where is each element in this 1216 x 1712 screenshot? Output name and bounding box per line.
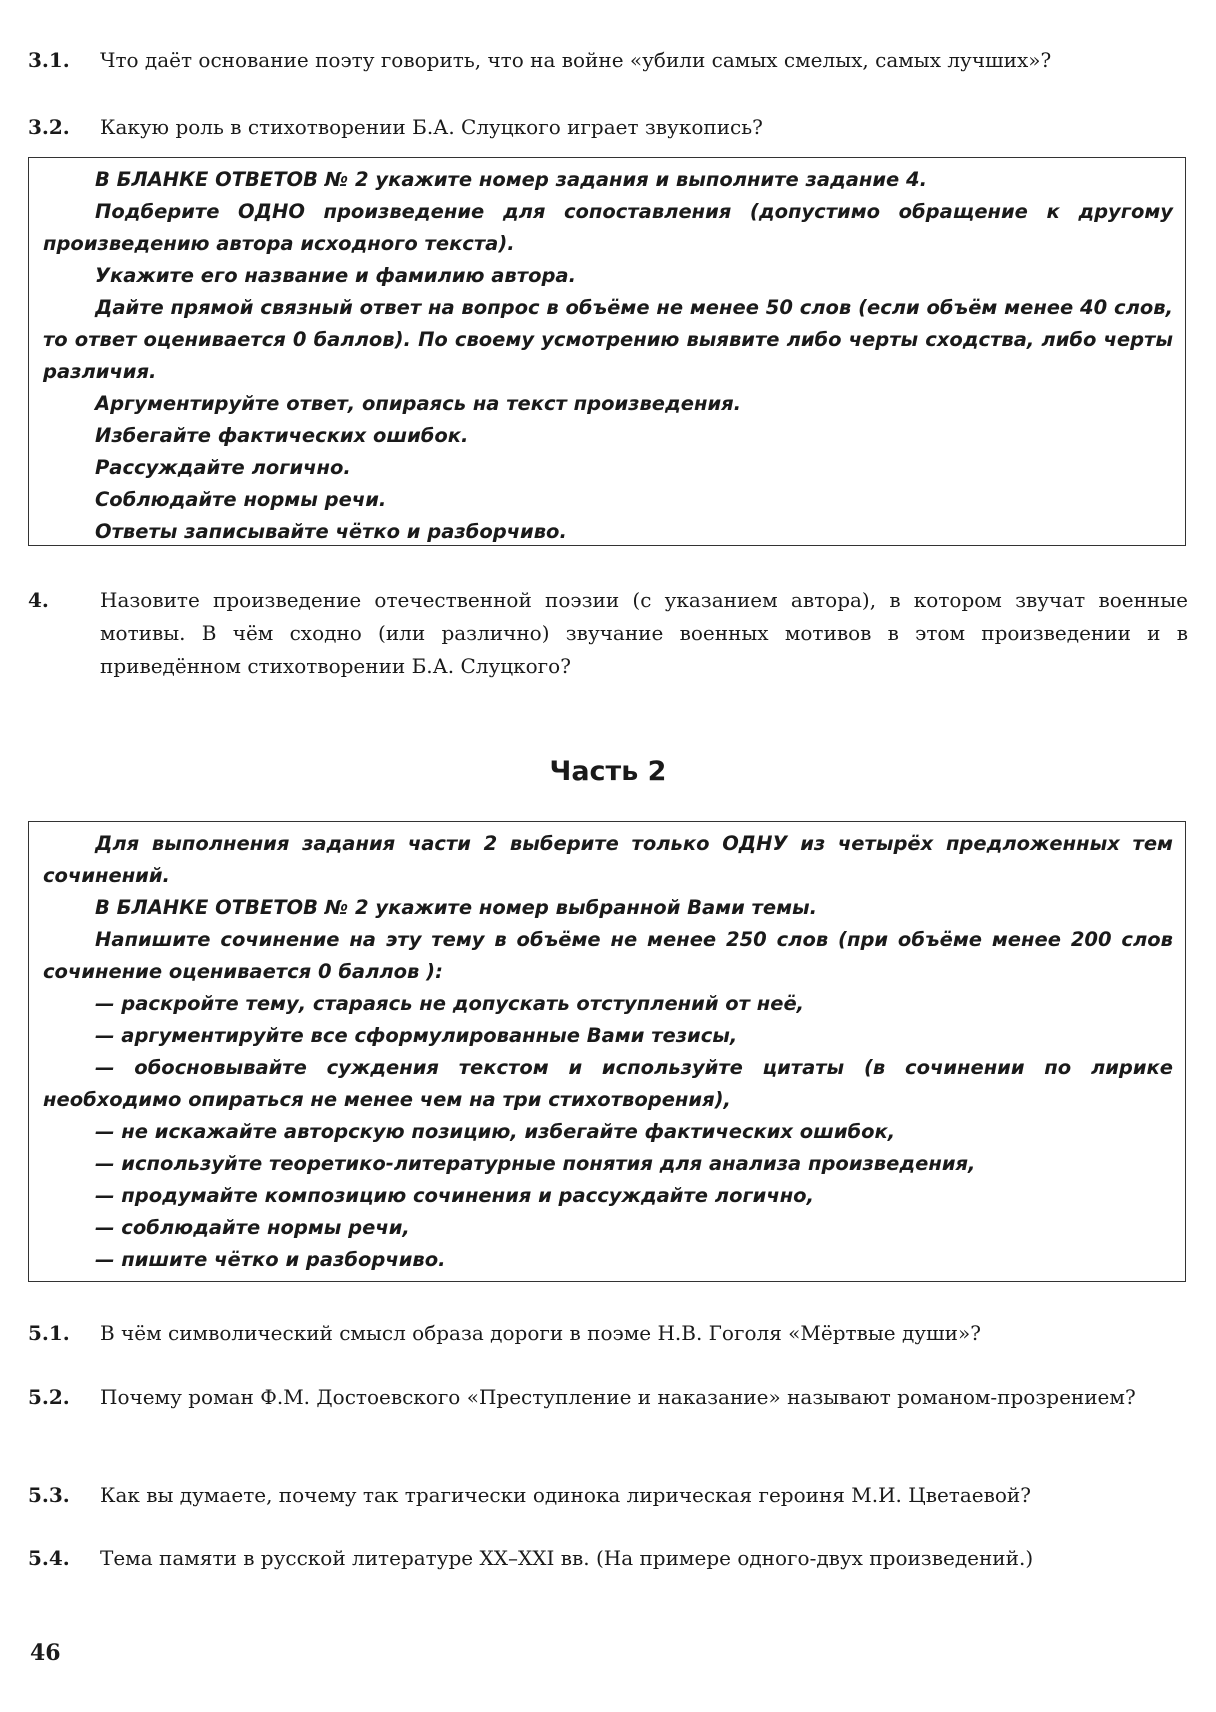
page-number: 46 [30, 1640, 61, 1666]
question-text: Тема памяти в русской литературе XX–XXI вв. (На примере одного-двух произведений.) [100, 1546, 1034, 1570]
question-5-4 [28, 1542, 1188, 1575]
question-text: Какую роль в стихотворении Б.А. Слуцкого играет звукопись? [100, 115, 763, 139]
question-number: 3.1. [28, 48, 70, 72]
instruction-line: Ответы записывайте чётко и разборчиво. [95, 520, 567, 543]
question-text: Назовите произведение отечественной поэзии (с указанием автора), в котором звучат военные мотивы. В чём сходно (или различно) звучание военных мотивов в этом произведении и в приведённом стихотворении Б.А. Слуцкого? [100, 588, 1188, 678]
question-number: 4. [28, 588, 49, 612]
question-number: 5.3. [28, 1483, 70, 1507]
instruction-line: — аргументируйте все сформулированные Вами тезисы, [95, 1024, 738, 1047]
question-text: Почему роман Ф.М. Достоевского «Преступление и наказание» называют романом-прозрением? [100, 1385, 1136, 1409]
instruction-line: — пишите чётко и разборчиво. [95, 1248, 446, 1271]
question-5-1 [28, 1317, 1188, 1350]
question-3-1 [28, 44, 1188, 77]
instruction-line: Подберите ОДНО произведение для сопоставления (допустимо обращение к другому произведению автора исходного текста). [43, 200, 1173, 255]
question-text: В чём символический смысл образа дороги в поэме Н.В. Гоголя «Мёртвые души»? [100, 1321, 981, 1345]
question-3-2 [28, 111, 1188, 144]
instruction-line: Дайте прямой связный ответ на вопрос в объёме не менее 50 слов (если объём менее 40 слов, то ответ оценивается 0 баллов). По своему усмотрению выявите либо черты сходства, либо черты различия. [43, 296, 1173, 383]
instruction-line: Для выполнения задания части 2 выберите только ОДНУ из четырёх предложенных тем сочинений. [43, 832, 1173, 887]
instruction-line: Избегайте фактических ошибок. [95, 424, 469, 447]
question-text: Что даёт основание поэту говорить, что на войне «убили самых смелых, самых лучших»? [100, 48, 1052, 72]
instruction-line: — продумайте композицию сочинения и рассуждайте логично, [95, 1184, 814, 1207]
instruction-line: В БЛАНКЕ ОТВЕТОВ № 2 укажите номер задания и выполните задание 4. [95, 168, 928, 191]
instruction-line: — соблюдайте нормы речи, [95, 1216, 410, 1239]
question-5-3 [28, 1479, 1188, 1512]
instruction-box-task-4 [28, 157, 1186, 546]
instruction-line: — не искажайте авторскую позицию, избегайте фактических ошибок, [95, 1120, 896, 1143]
instruction-line: — используйте теоретико-литературные понятия для анализа произведения, [95, 1152, 976, 1175]
question-number: 5.2. [28, 1385, 70, 1409]
instruction-line: Соблюдайте нормы речи. [95, 488, 387, 511]
question-text: Как вы думаете, почему так трагически одинока лирическая героиня М.И. Цветаевой? [100, 1483, 1031, 1507]
instruction-line: В БЛАНКЕ ОТВЕТОВ № 2 укажите номер выбранной Вами темы. [95, 896, 818, 919]
instruction-line: Укажите его название и фамилию автора. [95, 264, 576, 287]
question-number: 5.4. [28, 1546, 70, 1570]
instruction-line: — обосновывайте суждения текстом и используйте цитаты (в сочинении по лирике необходимо опираться не менее чем на три стихотворения), [43, 1056, 1173, 1111]
question-4 [28, 584, 1188, 683]
question-5-2 [28, 1381, 1188, 1414]
instruction-box-part-2 [28, 821, 1186, 1282]
instruction-line: Напишите сочинение на эту тему в объёме не менее 250 слов (при объёме менее 200 слов сочинение оценивается 0 баллов ): [43, 928, 1173, 983]
instruction-line: — раскройте тему, стараясь не допускать отступлений от неё, [95, 992, 805, 1015]
question-number: 3.2. [28, 115, 70, 139]
part-2-heading: Часть 2 [549, 756, 667, 787]
question-number: 5.1. [28, 1321, 70, 1345]
instruction-line: Аргументируйте ответ, опираясь на текст произведения. [95, 392, 742, 415]
instruction-line: Рассуждайте логично. [95, 456, 351, 479]
